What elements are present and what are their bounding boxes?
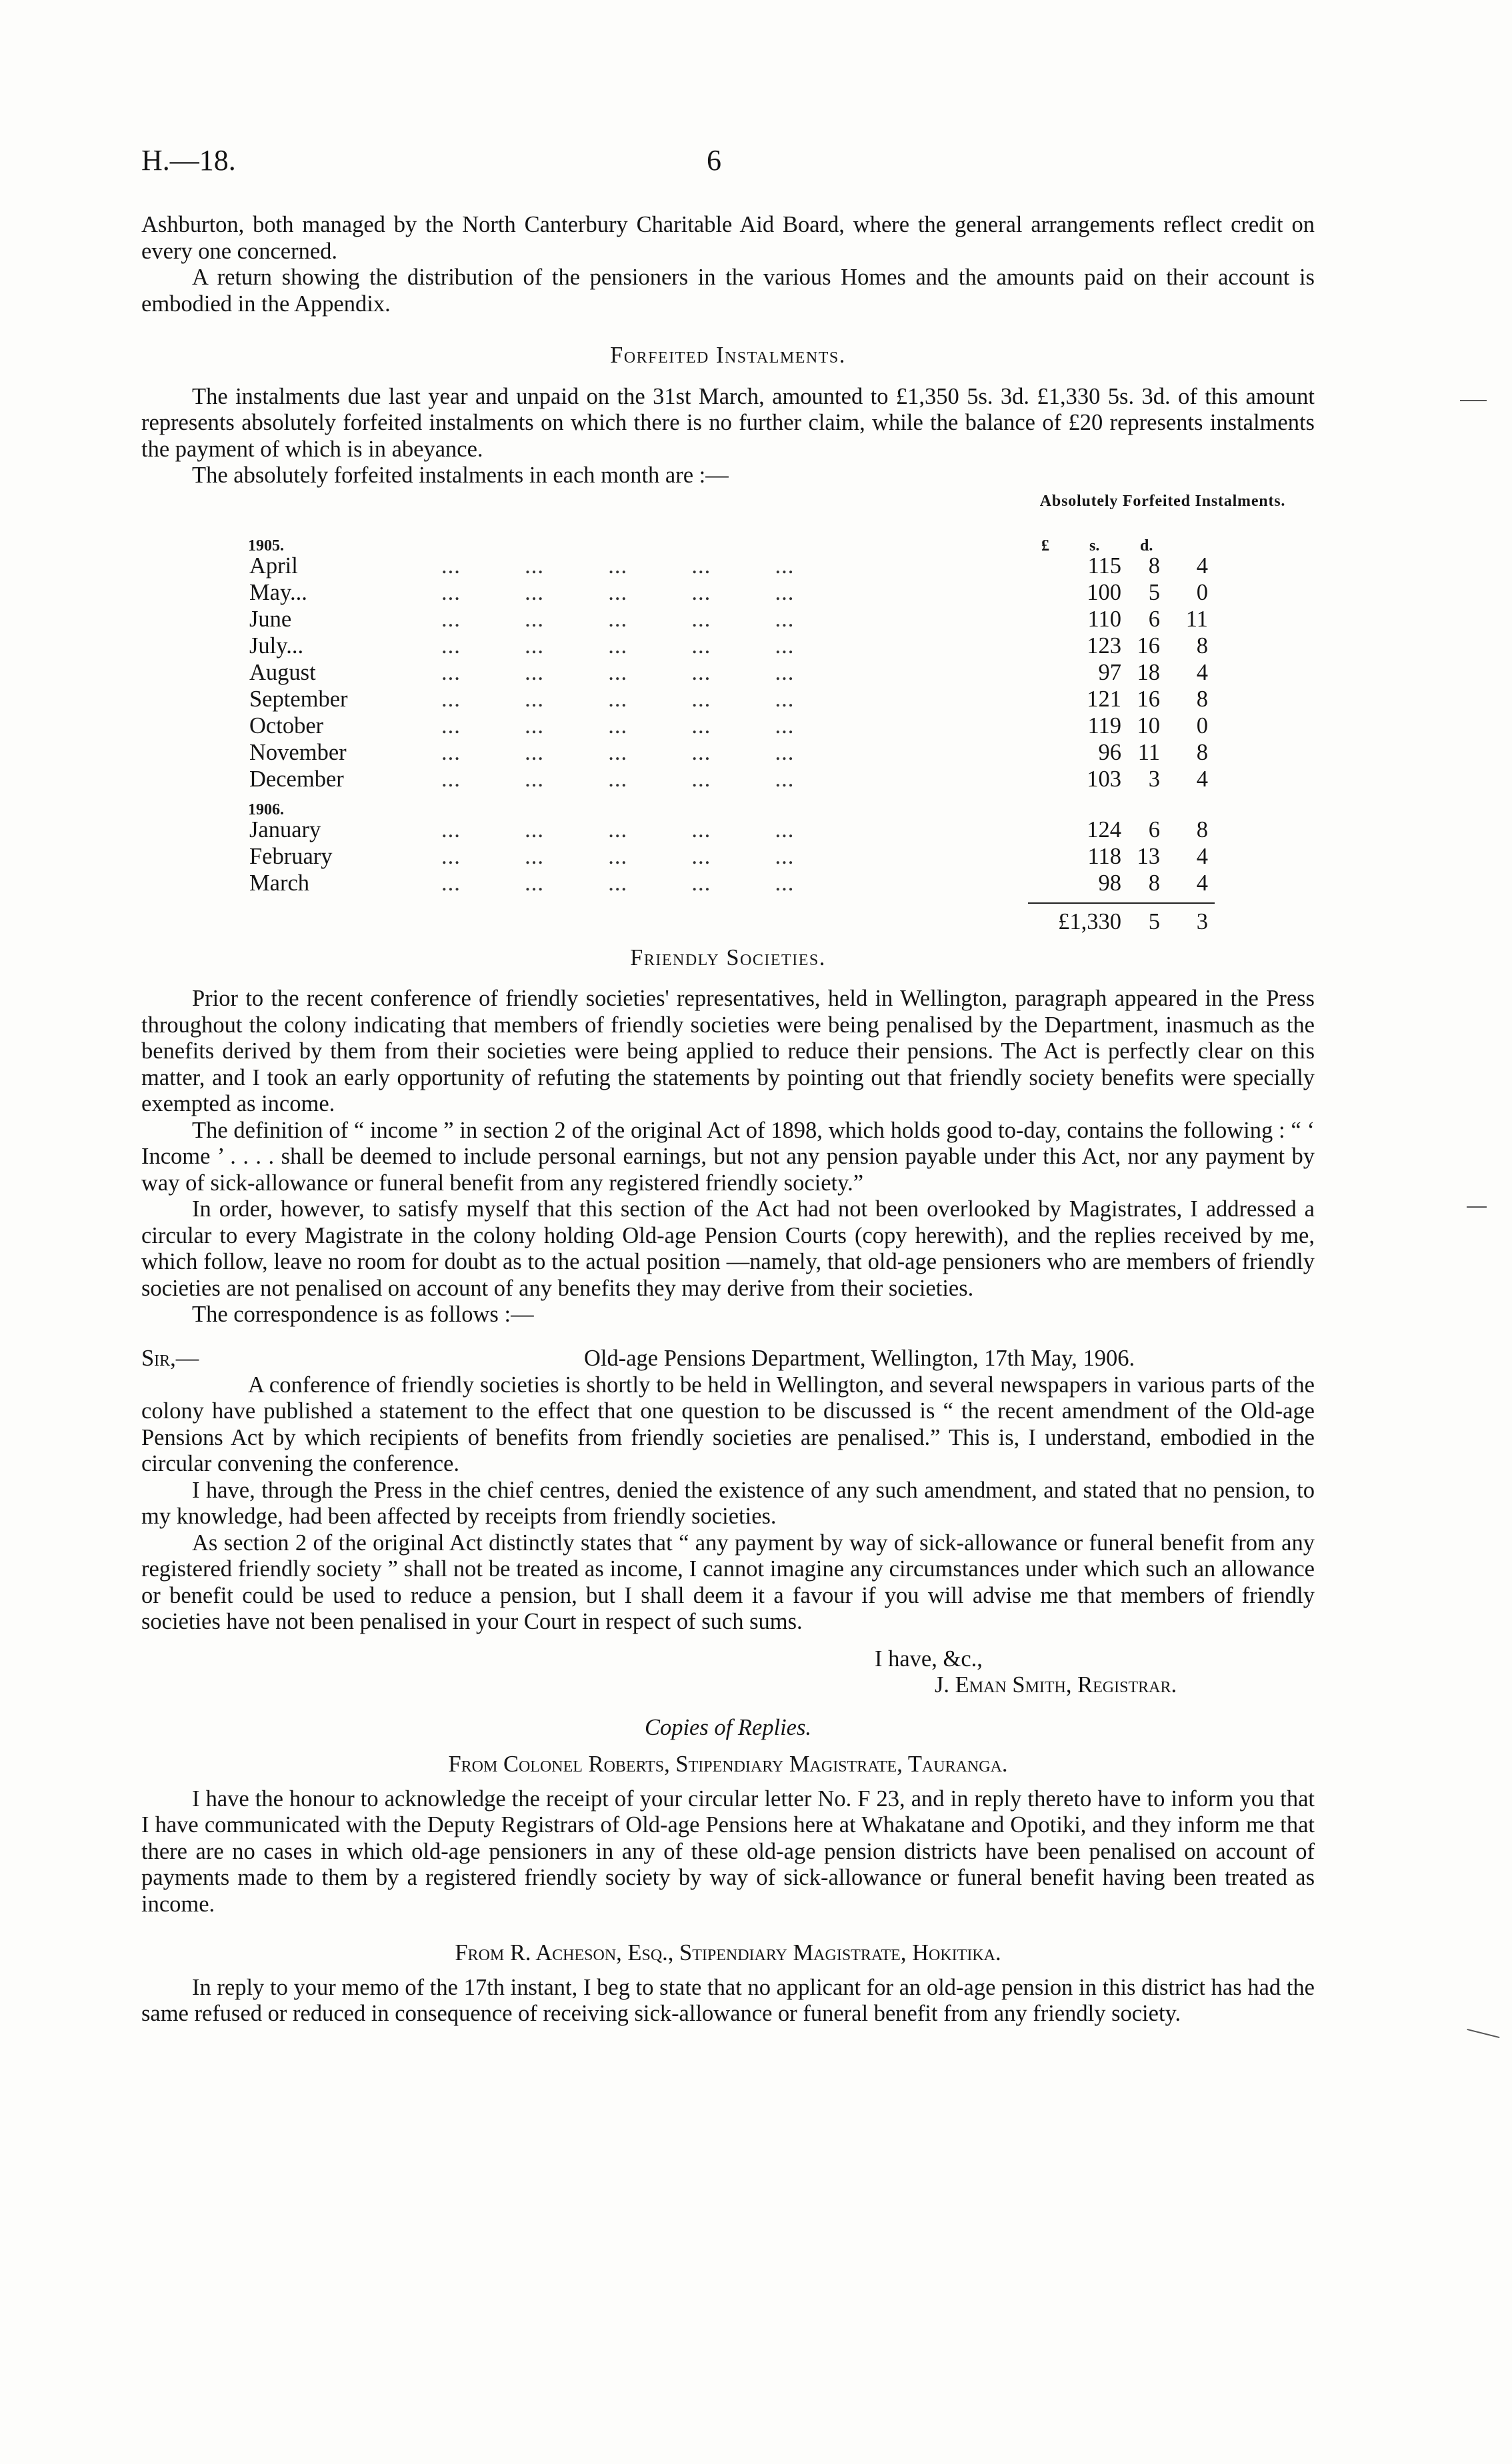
total-rule — [141, 897, 1315, 909]
pounds-cell: 97 — [1098, 659, 1121, 685]
table-row — [141, 766, 1315, 793]
letter-paragraph: I have, through the Press in the chief centres, denied the existence of any such amendment, and stated that no pension, to my knowledge, had been affected by receipts from friendly societies. — [141, 1477, 1315, 1529]
paragraph: The instalments due last year and unpaid on the 31st March, amounted to £1,350 5s. 3d. £1,330 5s. 3d. of this amount represents absolutely forfeited instalments on which there is no further claim, while the balance of £20 represents instalments the payment of which is in abeyance. — [141, 383, 1315, 462]
pounds-cell: 98 — [1098, 870, 1121, 896]
shillings-cell: 16 — [1137, 686, 1160, 712]
pence-cell: 8 — [1196, 816, 1208, 842]
pence-cell: 8 — [1196, 686, 1208, 712]
leader-dots: ... ... ... ... ... — [441, 579, 795, 605]
shillings-cell: 6 — [1148, 606, 1160, 632]
pounds-cell: 123 — [1087, 632, 1121, 658]
table-row — [141, 686, 1315, 713]
shillings-cell: 16 — [1137, 632, 1160, 658]
reply-text: I have the honour to acknowledge the receipt of your circular letter No. F 23, and in reply thereto have to inform you that I have communicated with the Deputy Registrars of Old-age Pensions here at Whakatane and Opotiki, and they inform me that there are no cases in which old-age pensioners in any of these old-age pension districts have been penalised on account of payments made to them by a registered friendly society by way of sick-allowance or funeral benefit having been treated as income. — [141, 1786, 1315, 1917]
pounds-cell: 96 — [1098, 739, 1121, 765]
pounds-cell: 119 — [1087, 712, 1121, 738]
month-label: July... — [249, 632, 304, 658]
year-row — [141, 793, 1315, 817]
reply-from-roberts: From Colonel Roberts, Stipendiary Magistrate, Tauranga. — [448, 1752, 1008, 1777]
shillings-cell: 6 — [1148, 816, 1160, 842]
letter-dateline: Old-age Pensions Department, Wellington, 17th May, 1906. — [584, 1345, 1135, 1371]
table-row — [141, 870, 1315, 897]
margin-mark — [1460, 400, 1487, 401]
shillings-cell: 18 — [1137, 659, 1160, 685]
year-label: 1905. — [248, 537, 284, 555]
shillings-cell: 13 — [1137, 843, 1160, 869]
leader-dots: ... ... ... ... ... — [441, 686, 795, 712]
pounds-cell: 115 — [1087, 553, 1121, 579]
shillings-cell: 11 — [1137, 739, 1160, 765]
column-title: Absolutely Forfeited Instalments. — [1039, 492, 1286, 510]
paragraph: The correspondence is as follows :— — [192, 1302, 534, 1327]
letter-signature: J. Eman Smith, Registrar. — [935, 1672, 1177, 1698]
month-label: October — [249, 712, 324, 738]
pounds-cell: 103 — [1087, 766, 1121, 792]
letter-closing: I have, &c., — [875, 1646, 983, 1672]
paragraph: Ashburton, both managed by the North Canterbury Charitable Aid Board, where the general arrangements reflect credit on every one concerned. — [141, 212, 1315, 264]
forfeited-instalments-table — [141, 492, 1315, 936]
leader-dots: ... ... ... ... ... — [441, 659, 795, 685]
replies-heading: Copies of Replies. — [644, 1714, 812, 1740]
month-label: June — [249, 606, 292, 632]
paragraph: In order, however, to satisfy myself that this section of the Act had not been overlooked by Magistrates, I addressed a circular to every Magistrate in the colony holding Old-age Pension Courts (copy herewith), and the replies received by me, which follow, leave no room for doubt as to the actual position —namely, that old-age pensioners who are members of friendly societies are not penalised on account of any benefits they may derive from their societies. — [141, 1196, 1315, 1301]
reply-from-acheson: From R. Acheson, Esq., Stipendiary Magistrate, Hokitika. — [455, 1940, 1001, 1965]
paragraph: The definition of “ income ” in section 2 of the original Act of 1898, which holds good to-day, contains the following : “ ‘ Income ’ . . . . shall be deemed to include personal earnings, but not any pension payable under this Act, nor any payment by way of sick-allowance or funeral benefit from any registered friendly society.” — [141, 1117, 1315, 1196]
pence-cell: 11 — [1185, 606, 1208, 632]
table-row — [141, 607, 1315, 633]
table-row — [141, 844, 1315, 870]
table-row — [141, 660, 1315, 686]
table-row — [141, 817, 1315, 844]
letter-heading — [141, 1346, 1315, 1372]
document-reference: H.—18. — [141, 144, 236, 177]
total-rule-line — [1028, 902, 1215, 904]
pounds-cell: 121 — [1087, 686, 1121, 712]
pence-cell: 8 — [1196, 739, 1208, 765]
pence-cell: 4 — [1196, 553, 1208, 579]
paragraph: A return showing the distribution of the pensioners in the various Homes and the amounts paid on their account is embodied in the Appendix. — [141, 265, 1315, 317]
leader-dots: ... ... ... ... ... — [441, 712, 795, 738]
month-label: May... — [249, 579, 307, 605]
month-label: November — [249, 739, 347, 765]
pence-unit: d. — [1140, 537, 1153, 555]
pounds-cell: 124 — [1087, 816, 1121, 842]
salutation: Sir,— — [141, 1345, 199, 1371]
pence-cell: 0 — [1196, 712, 1208, 738]
leader-dots: ... ... ... ... ... — [441, 870, 795, 896]
document-body — [141, 212, 1315, 2027]
leader-dots: ... ... ... ... ... — [441, 632, 795, 658]
pence-cell: 8 — [1196, 632, 1208, 658]
shillings-cell: 5 — [1148, 579, 1160, 605]
pence-cell: 4 — [1196, 766, 1208, 792]
leader-dots: ... ... ... ... ... — [441, 739, 795, 765]
pounds-cell: 110 — [1087, 606, 1121, 632]
section-heading-forfeited-instalments: Forfeited Instalments. — [610, 343, 846, 368]
pence-cell: 4 — [1196, 870, 1208, 896]
shillings-cell: 8 — [1148, 553, 1160, 579]
paragraph: The absolutely forfeited instalments in each month are :— — [192, 463, 729, 488]
leader-dots: ... ... ... ... ... — [441, 843, 795, 869]
pounds-cell: 118 — [1087, 843, 1121, 869]
leader-dots: ... ... ... ... ... — [441, 766, 795, 792]
page-number: 6 — [707, 144, 721, 177]
pounds-unit: £ — [1041, 537, 1049, 555]
pence-cell: 4 — [1196, 843, 1208, 869]
month-label: February — [249, 843, 333, 869]
month-label: March — [249, 870, 310, 896]
letter-paragraph: As section 2 of the original Act distinctly states that “ any payment by way of sick-allowance or funeral benefit from any registered friendly society ” shall not be treated as income, I cannot imagine any circumstances under which such an allowance or benefit could be used to reduce a pension, but I shall deem it a favour if you will advise me that members of friendly societies have not been penalised in your Court in respect of such sums. — [141, 1530, 1315, 1634]
table-row — [141, 580, 1315, 607]
month-label: August — [249, 659, 316, 685]
leader-dots: ... ... ... ... ... — [441, 606, 795, 632]
reply-text: In reply to your memo of the 17th instant, I beg to state that no applicant for an old-age pension in this district has had the same refused or reduced in consequence of receiving sick-allowance or funeral benefit from any friendly society. — [141, 1974, 1315, 2026]
letter-paragraph: A conference of friendly societies is shortly to be held in Wellington, and several newspapers in various parts of the colony have published a statement to the effect that one question to be discussed is “ the recent amendment of the Old-age Pensions Act by which recipients of benefits from friendly societies are penalised.” This is, I understand, embodied in the circular convening the conference. — [141, 1372, 1315, 1476]
table-total-row — [141, 909, 1315, 936]
table-row — [141, 553, 1315, 580]
table-row — [141, 633, 1315, 660]
section-heading-friendly-societies: Friendly Societies. — [630, 944, 826, 970]
pounds-cell: 100 — [1087, 579, 1121, 605]
margin-mark — [1467, 1206, 1487, 1208]
leader-dots: ... ... ... ... ... — [441, 553, 795, 579]
month-label: January — [249, 816, 321, 842]
shillings-unit: s. — [1089, 537, 1100, 555]
total-pence: 3 — [1196, 908, 1208, 934]
paragraph: Prior to the recent conference of friendly societies' representatives, held in Wellington, paragraph appeared in the Press throughout the colony indicating that members of friendly societies were being penalised by the Department, inasmuch as the benefits derived by them from their societies were being applied to reduce their pensions. The Act is perfectly clear on this matter, and I took an early opportunity of refuting the statements by pointing out that friendly society benefits were specially exempted as income. — [141, 986, 1315, 1116]
pence-cell: 0 — [1196, 579, 1208, 605]
shillings-cell: 3 — [1148, 766, 1160, 792]
shillings-cell: 10 — [1137, 712, 1160, 738]
month-label: December — [249, 766, 344, 792]
margin-mark — [1467, 2029, 1500, 2038]
month-label: September — [249, 686, 348, 712]
shillings-cell: 8 — [1148, 870, 1160, 896]
pence-cell: 4 — [1196, 659, 1208, 685]
year-label: 1906. — [248, 800, 284, 818]
table-row — [141, 713, 1315, 740]
total-shillings: 5 — [1148, 908, 1160, 934]
total-pounds: £1,330 — [1058, 908, 1121, 934]
table-row — [141, 740, 1315, 766]
leader-dots: ... ... ... ... ... — [441, 816, 795, 842]
table-header — [141, 492, 1315, 553]
month-label: April — [249, 553, 298, 579]
